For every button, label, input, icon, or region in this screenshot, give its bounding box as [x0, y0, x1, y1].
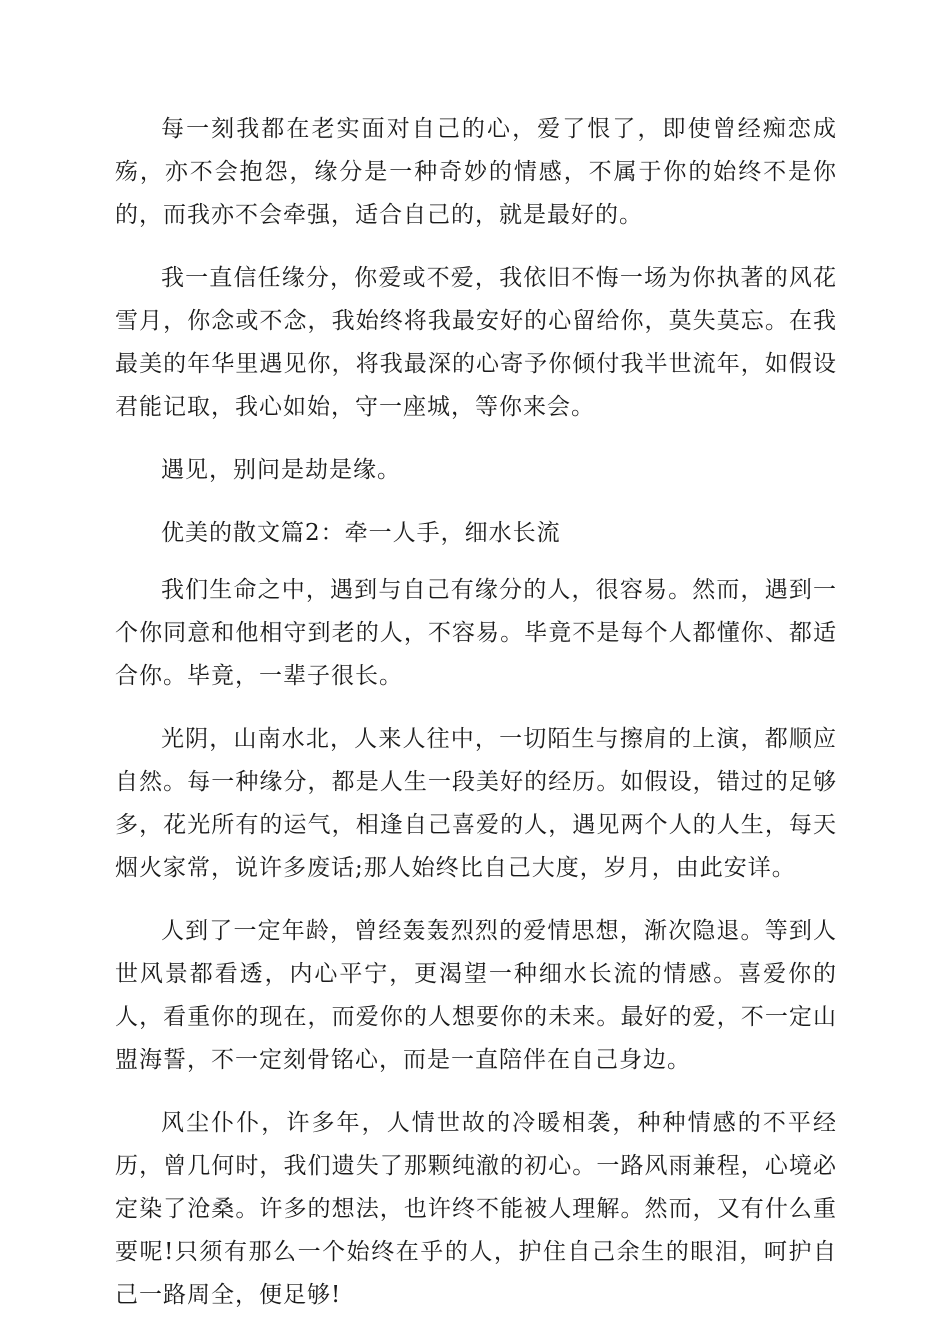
paragraph: 人到了一定年龄，曾经轰轰烈烈的爱情思想，渐次隐退。等到人世风景都看透，内心平宁，更渴望一种细水长流的情感。喜爱你的人，看重你的现在，而爱你的人想要你的未来。最好的爱，不一定山盟海誓，不一定刻骨铭心，而是一直陪伴在自己身边。: [115, 918, 837, 1073]
paragraph: 风尘仆仆，许多年，人情世故的冷暖相袭，种种情感的不平经历，曾几何时，我们遗失了那颗纯澈的初心。一路风雨兼程，心境必定染了沧桑。许多的想法，也许终不能被人理解。然而，又有什么重要呢!只须有那么一个始终在乎的人，护住自己余生的眼泪，呵护自己一路周全，便足够!: [115, 1110, 837, 1308]
paragraph: 每一刻我都在老实面对自己的心，爱了恨了，即使曾经痴恋成殇，亦不会抱怨，缘分是一种奇妙的情感，不属于你的始终不是你的，而我亦不会牵强，适合自己的，就是最好的。: [115, 116, 837, 228]
paragraph: 我们生命之中，遇到与自己有缘分的人，很容易。然而，遇到一个你同意和他相守到老的人，不容易。毕竟不是每个人都懂你、都适合你。毕竟，一辈子很长。: [115, 577, 837, 689]
paragraph: 我一直信任缘分，你爱或不爱，我依旧不悔一场为你执著的风花雪月，你念或不念，我始终将我最安好的心留给你，莫失莫忘。在我最美的年华里遇见你，将我最深的心寄予你倾付我半世流年，如假设君能记取，我心如始，守一座城，等你来会。: [115, 265, 837, 420]
paragraph: 光阴，山南水北，人来人往中，一切陌生与擦肩的上演，都顺应自然。每一种缘分，都是人生一段美好的经历。如假设，错过的足够多，花光所有的运气，相逢自己喜爱的人，遇见两个人的人生，每天烟火家常，说许多废话;那人始终比自己大度，岁月，由此安详。: [115, 726, 837, 881]
section-heading: 优美的散文篇2：牵一人手，细水长流: [161, 520, 561, 546]
document-body: [115, 108, 837, 1337]
paragraph: 遇见，别问是劫是缘。: [161, 457, 401, 483]
